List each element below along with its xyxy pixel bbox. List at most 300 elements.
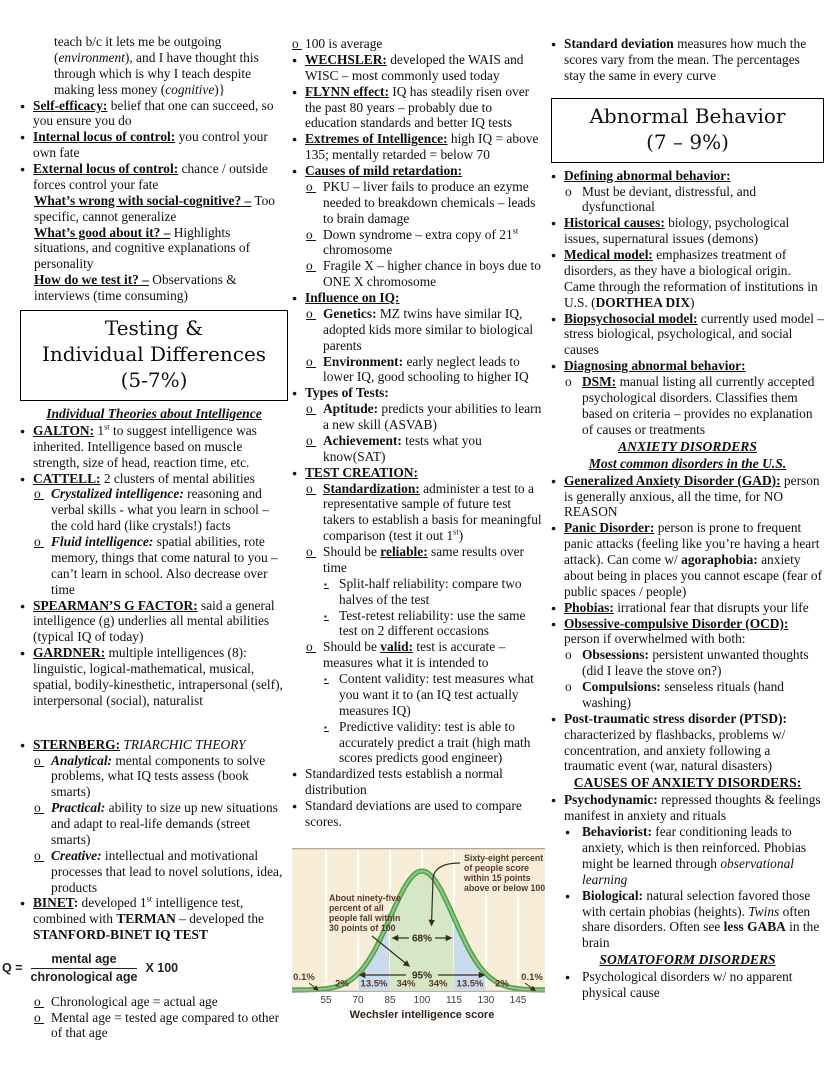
unit-title-line: Testing & bbox=[104, 315, 204, 340]
x-axis-title: Wechsler intelligence score bbox=[349, 1008, 495, 1021]
note-paragraph bbox=[551, 888, 824, 952]
note-paragraph bbox=[20, 534, 288, 598]
note-paragraph bbox=[292, 385, 546, 401]
formula-fraction bbox=[31, 952, 138, 985]
text-segment: teach b/c it lets me be outgoing ( bbox=[54, 34, 222, 65]
note-paragraph bbox=[20, 598, 288, 646]
sub-bullet-icon: o bbox=[292, 36, 303, 51]
bullet-icon: ● bbox=[292, 86, 298, 97]
sub-bullet-icon: o bbox=[306, 226, 317, 242]
segment-percent-label: 34% bbox=[396, 978, 416, 990]
text-segment: ), and I have thought this through which is why I teach despite making less money ( bbox=[54, 49, 259, 97]
note-paragraph bbox=[551, 616, 824, 648]
unit-title-line: (7 – 9%) bbox=[646, 129, 729, 154]
segment-percent-label: 0.1% bbox=[293, 971, 315, 983]
text-segment: Defining abnormal behavior: bbox=[564, 167, 731, 183]
column-left bbox=[2, 34, 288, 1041]
note-paragraph bbox=[20, 423, 288, 471]
text-segment: STANFORD-BINET IQ TEST bbox=[33, 927, 208, 943]
x-tick-label: 145 bbox=[509, 994, 527, 1006]
text-segment: TERMAN bbox=[116, 911, 176, 927]
text-segment: Observations & interviews (time consuming) bbox=[34, 272, 237, 303]
sub-bullet-icon: o bbox=[34, 534, 45, 550]
text-segment: Internal locus of control: bbox=[33, 129, 176, 145]
note-paragraph bbox=[20, 272, 288, 304]
note-paragraph bbox=[551, 36, 824, 84]
text-segment: person is generally anxious, all the time, for NO REASON bbox=[564, 472, 820, 520]
section-heading bbox=[551, 775, 824, 791]
text-segment: Most common disorders in the U.S. bbox=[588, 455, 787, 471]
text-segment: you control your own fate bbox=[33, 129, 268, 161]
text-segment: Fragile X – higher chance in boys due to ONE X chromosome bbox=[323, 258, 541, 290]
unit-title-line: Individual Differences bbox=[41, 341, 267, 366]
text-segment: MZ twins have similar IQ, adopted kids more similar to biological parents bbox=[323, 305, 534, 353]
text-segment: currently used model – stress biological, psychological, and social causes bbox=[564, 310, 824, 358]
text-segment: DSM: bbox=[582, 374, 617, 389]
text-segment: Panic Disorder: bbox=[564, 520, 655, 536]
text-segment: ) bbox=[690, 294, 695, 310]
text-segment: multiple intelligences (8): linguistic, logical-mathematical, musical, spatial, bodily-kinesthetic, intrapersonal (self), interpersonal (social), naturalist bbox=[33, 645, 283, 708]
segment-percent-label: 34% bbox=[428, 978, 448, 990]
text-segment: Standardized tests establish a normal distribution bbox=[305, 766, 503, 798]
text-segment: characterized by flashbacks, problems w/ concentration, and anxiety following a traumatic event (war, natural disasters) bbox=[564, 726, 786, 774]
formula-rhs: X 100 bbox=[145, 961, 179, 975]
sub-bullet-icon: o bbox=[306, 480, 317, 496]
sub-bullet-icon: o bbox=[306, 401, 317, 417]
note-paragraph bbox=[551, 969, 824, 1001]
text-segment: Mental age = tested age compared to other of that age bbox=[51, 1009, 280, 1041]
bullet-icon: ● bbox=[292, 388, 298, 399]
bullet-icon: ● bbox=[551, 602, 557, 613]
sub-bullet-icon: o bbox=[565, 183, 576, 199]
annotation-95-line: percent of all bbox=[329, 902, 384, 913]
bullet-icon: ● bbox=[20, 473, 26, 484]
text-segment: Biological: bbox=[582, 887, 643, 903]
annotation-68-line: within 15 points bbox=[464, 872, 531, 883]
text-segment: )} bbox=[214, 81, 226, 97]
text-segment: Behaviorist: bbox=[582, 824, 652, 840]
note-paragraph bbox=[20, 895, 288, 943]
text-segment: Chronological age = actual age bbox=[51, 993, 218, 1009]
text-segment: Analytical: bbox=[51, 752, 112, 768]
text-segment: Aptitude: bbox=[323, 401, 379, 417]
text-segment: Environment: bbox=[323, 353, 404, 369]
text-segment: ability to size up new situations and adapt to real-life demands (street smarts) bbox=[51, 800, 278, 847]
sub-bullet-icon: o bbox=[306, 639, 317, 655]
text-segment: Self-efficacy: bbox=[33, 97, 108, 113]
note-paragraph bbox=[551, 374, 824, 438]
text-segment: developed the WAIS and WISC – most commonly used today bbox=[305, 51, 524, 83]
formula-lhs: Q = bbox=[2, 961, 23, 975]
section-heading bbox=[551, 456, 824, 472]
text-segment: Types of Tests: bbox=[305, 385, 389, 401]
text-segment: Standard deviations are used to compare scores. bbox=[305, 798, 522, 829]
text-segment: Psychodynamic: bbox=[564, 792, 658, 808]
sub-bullet-icon: o bbox=[34, 1009, 45, 1025]
segment-percent-label: 0.1% bbox=[521, 971, 543, 983]
text-segment: External locus of control: bbox=[33, 161, 179, 176]
annotation-68-line: Sixty-eight percent bbox=[464, 852, 544, 863]
text-segment: Extremes of Intelligence: bbox=[305, 131, 448, 147]
text-segment: DORTHEA DIX bbox=[595, 294, 691, 310]
text-segment: fear conditioning leads to anxiety, which is then reinforced. Phobias might be learned through bbox=[582, 824, 807, 871]
x-tick-label: 130 bbox=[477, 994, 495, 1006]
spacer bbox=[551, 84, 824, 92]
text-segment: Too specific, cannot generalize bbox=[34, 192, 275, 224]
note-paragraph bbox=[20, 800, 288, 848]
text-segment: irrational fear that disrupts your life bbox=[613, 599, 809, 615]
text-segment: Generalized Anxiety Disorder (GAD): bbox=[564, 472, 781, 488]
text-segment: Standard deviation bbox=[564, 36, 674, 51]
text-segment: Compulsions: bbox=[582, 679, 661, 695]
text-segment: to suggest intelligence was inherited. Intelligence based on muscle strength, size of head, reaction time, etc. bbox=[33, 422, 257, 470]
text-segment: Causes of mild retardation: bbox=[305, 163, 463, 178]
bullet-icon: ● bbox=[551, 475, 557, 486]
text-segment: reliable: bbox=[380, 544, 428, 559]
text-segment: early neglect leads to lower IQ, good schooling to higher IQ bbox=[323, 353, 529, 385]
text-segment: Test-retest reliability: use the same test on 2 different occasions bbox=[339, 607, 526, 639]
spacer bbox=[292, 830, 546, 842]
note-paragraph bbox=[20, 98, 288, 130]
text-segment: environment bbox=[58, 49, 125, 65]
bullet-icon: ● bbox=[551, 170, 557, 181]
text-segment: often share disorders. Often see bbox=[582, 903, 811, 935]
bullet-icon: ● bbox=[565, 890, 571, 901]
text-segment: Twins bbox=[748, 903, 780, 919]
text-segment: cognitive bbox=[165, 81, 215, 97]
note-paragraph bbox=[292, 481, 546, 545]
text-segment: Split-half reliability: compare two halves of the test bbox=[339, 575, 522, 607]
text-segment: less GABA bbox=[723, 919, 786, 935]
text-segment: repressed thoughts & feelings manifest in anxiety and rituals bbox=[564, 792, 821, 824]
text-segment: intelligence test, combined with bbox=[33, 895, 244, 927]
text-segment: person is prone to frequent panic attacks (feeling like you’re having a heart attack). Can come w/ bbox=[564, 520, 820, 568]
label-68-percent: 68% bbox=[411, 933, 433, 945]
formula-numerator: mental age bbox=[31, 952, 138, 969]
text-segment: Practical: bbox=[51, 800, 106, 816]
x-tick-label: 115 bbox=[446, 994, 462, 1006]
note-paragraph bbox=[551, 168, 824, 184]
bullet-icon: ● bbox=[20, 425, 26, 436]
note-paragraph bbox=[20, 486, 288, 534]
text-segment: predicts your abilities to learn a new skill (ASVAB) bbox=[323, 401, 542, 432]
note-paragraph bbox=[292, 608, 546, 640]
text-segment: IQ has steadily risen over the past 80 years – probably due to education standards and better IQ tests bbox=[305, 83, 530, 131]
text-segment: agoraphobia: bbox=[681, 552, 758, 568]
bullet-icon: ● bbox=[20, 648, 26, 659]
text-segment: Influence on IQ: bbox=[305, 290, 400, 305]
text-segment: Historical causes: bbox=[564, 215, 665, 231]
unit-title-testing bbox=[20, 310, 288, 401]
text-segment: 1 bbox=[94, 422, 105, 438]
text-segment: mental components to solve problems, what IQ tests assess (book smarts) bbox=[51, 752, 266, 800]
note-paragraph bbox=[292, 52, 546, 84]
note-paragraph bbox=[20, 225, 288, 273]
note-paragraph bbox=[551, 358, 824, 374]
bullet-icon: ● bbox=[551, 618, 557, 629]
text-segment: st bbox=[146, 895, 153, 904]
bullet-icon: ● bbox=[20, 739, 26, 750]
note-paragraph bbox=[20, 34, 288, 98]
annotation-68-line: of people score bbox=[464, 862, 530, 873]
text-segment: Should be bbox=[323, 544, 381, 559]
text-segment: TEST CREATION: bbox=[305, 464, 418, 480]
text-segment: st bbox=[512, 226, 519, 236]
text-segment: Phobias: bbox=[564, 599, 614, 615]
text-segment: biology, psychological issues, supernatural issues (demons) bbox=[564, 215, 790, 247]
unit-title-line: Abnormal Behavior bbox=[589, 103, 786, 128]
bullet-icon: ● bbox=[551, 39, 557, 49]
note-paragraph bbox=[292, 84, 546, 132]
text-segment: Highlights situations, and cognitive explanations of personality bbox=[34, 224, 251, 272]
formula-denominator: chronological age bbox=[30, 969, 138, 984]
x-tick-label: 55 bbox=[320, 994, 332, 1006]
segment-percent-label: 13.5% bbox=[360, 978, 388, 990]
note-paragraph bbox=[551, 824, 824, 888]
unit-title-line: (5-7%) bbox=[120, 367, 188, 392]
text-segment: Fluid intelligence: bbox=[51, 534, 154, 550]
text-segment: in the brain bbox=[582, 919, 820, 951]
segment-percent-label: 13.5% bbox=[456, 978, 484, 990]
note-paragraph bbox=[292, 354, 546, 386]
x-tick-label: 70 bbox=[352, 994, 364, 1006]
sub-bullet-icon: o bbox=[306, 258, 317, 274]
note-paragraph bbox=[292, 258, 546, 290]
segment-percent-label: 2% bbox=[335, 978, 349, 990]
text-segment: Diagnosing abnormal behavior: bbox=[564, 358, 746, 374]
note-paragraph bbox=[292, 671, 546, 719]
x-tick-label: 100 bbox=[413, 994, 431, 1006]
text-segment: chance / outside forces control your fate bbox=[33, 161, 268, 192]
note-paragraph bbox=[292, 163, 546, 179]
text-segment: 100 is average bbox=[305, 36, 383, 51]
text-segment: st bbox=[453, 527, 459, 537]
text-segment: intellectual and motivational processes that lead to novel solutions, idea, products bbox=[51, 847, 283, 895]
note-paragraph bbox=[20, 994, 288, 1010]
text-segment: PKU – liver fails to produce an ezyme needed to breakdown chemicals – leads to brain damage bbox=[323, 178, 536, 226]
note-paragraph bbox=[292, 36, 546, 52]
text-segment: high IQ = above 135; mentally retarded = below 70 bbox=[305, 131, 539, 163]
note-paragraph bbox=[551, 473, 824, 521]
square-bullet-icon: ▪ bbox=[324, 722, 329, 732]
note-paragraph bbox=[292, 798, 546, 830]
text-segment: Creative: bbox=[51, 847, 102, 863]
text-segment: : bbox=[73, 895, 79, 911]
text-segment: What’s wrong with social-cognitive? – bbox=[34, 192, 252, 208]
note-paragraph bbox=[292, 306, 546, 354]
sub-bullet-icon: o bbox=[34, 752, 45, 768]
sub-bullet-icon: o bbox=[565, 679, 576, 695]
sub-bullet-icon: o bbox=[306, 432, 317, 448]
sub-bullet-icon: o bbox=[565, 647, 576, 663]
sub-bullet-icon: o bbox=[565, 374, 576, 389]
note-paragraph bbox=[551, 647, 824, 679]
section-heading bbox=[551, 439, 824, 455]
iq-distribution-figure bbox=[292, 844, 546, 1044]
note-paragraph bbox=[551, 600, 824, 616]
note-paragraph bbox=[20, 129, 288, 161]
note-paragraph bbox=[292, 766, 546, 798]
text-segment: STERNBERG: bbox=[33, 736, 121, 752]
bullet-icon: ● bbox=[551, 361, 557, 372]
bullet-icon: ● bbox=[551, 713, 557, 724]
note-paragraph bbox=[551, 520, 824, 599]
column-right bbox=[551, 36, 824, 1001]
bullet-icon: ● bbox=[292, 134, 298, 145]
text-segment: Predictive validity: test is able to accurately predict a trait (high math scores predicts good engineer) bbox=[339, 718, 531, 766]
text-segment: spatial abilities, rote memory, things that come natural to you – can’t learn in school. Also decrease over time bbox=[51, 534, 278, 597]
note-paragraph bbox=[20, 645, 288, 709]
x-tick-label: 85 bbox=[384, 994, 396, 1006]
note-paragraph bbox=[20, 737, 288, 753]
note-paragraph bbox=[292, 576, 546, 608]
text-segment: Obsessions: bbox=[582, 647, 649, 663]
label-95-percent: 95% bbox=[411, 970, 433, 982]
iq-formula bbox=[2, 952, 288, 985]
note-paragraph bbox=[292, 131, 546, 163]
note-paragraph bbox=[551, 679, 824, 711]
section-heading bbox=[20, 406, 288, 422]
text-segment: 2 clusters of mental abilities bbox=[100, 470, 255, 486]
note-paragraph bbox=[292, 719, 546, 767]
note-paragraph bbox=[20, 753, 288, 801]
text-segment: Crystalized intelligence: bbox=[51, 486, 184, 502]
text-segment: Should be bbox=[323, 639, 381, 655]
text-segment: SPEARMAN’S G FACTOR: bbox=[33, 597, 198, 613]
note-paragraph bbox=[20, 471, 288, 487]
segment-percent-label: 2% bbox=[495, 978, 509, 990]
sub-bullet-icon: o bbox=[306, 544, 317, 559]
sub-bullet-icon: o bbox=[34, 993, 45, 1009]
note-paragraph bbox=[551, 711, 824, 775]
text-segment: CAUSES OF ANXIETY DISORDERS: bbox=[573, 775, 802, 791]
square-bullet-icon: ▪ bbox=[324, 611, 329, 621]
text-segment: Achievement: bbox=[323, 432, 402, 448]
note-paragraph bbox=[292, 544, 546, 576]
text-segment: observational learning bbox=[582, 855, 794, 887]
text-segment: SOMATOFORM DISORDERS bbox=[599, 952, 776, 968]
note-paragraph bbox=[292, 433, 546, 465]
annotation-95-line: About ninety-five bbox=[329, 892, 401, 903]
text-segment: CATTELL: bbox=[33, 470, 101, 486]
note-paragraph bbox=[551, 792, 824, 824]
bullet-icon: ● bbox=[292, 467, 298, 478]
sub-bullet-icon: o bbox=[306, 353, 317, 369]
bullet-icon: ● bbox=[551, 523, 557, 534]
bullet-icon: ● bbox=[551, 250, 557, 260]
sub-bullet-icon: o bbox=[306, 305, 317, 321]
text-segment: senseless rituals (hand washing) bbox=[582, 679, 784, 710]
text-segment: person if overwhelmed with both: bbox=[564, 631, 746, 647]
text-segment: measures how much the scores vary from the mean. The percentages stay the same in every curve bbox=[564, 36, 807, 83]
text-segment: BINET bbox=[33, 895, 74, 911]
text-segment: How do we test it? – bbox=[34, 272, 149, 288]
text-segment: valid: bbox=[380, 639, 414, 655]
text-segment: st bbox=[104, 422, 110, 432]
text-segment: Individual Theories about Intelligence bbox=[46, 405, 262, 421]
text-segment: belief that one can succeed, so you ensure you do bbox=[33, 97, 274, 129]
bullet-icon: ● bbox=[292, 54, 298, 65]
sub-bullet-icon: o bbox=[306, 178, 317, 194]
text-segment: ) bbox=[458, 528, 464, 544]
spacer bbox=[20, 709, 288, 737]
section-heading bbox=[551, 952, 824, 968]
annotation-95-line: 30 points of 100 bbox=[329, 922, 396, 933]
square-bullet-icon: ▪ bbox=[324, 675, 329, 684]
text-segment: WECHSLER: bbox=[305, 51, 387, 67]
text-segment: GARDNER: bbox=[33, 645, 106, 661]
bullet-icon: ● bbox=[20, 898, 26, 909]
bullet-icon: ● bbox=[565, 972, 571, 983]
text-segment: FLYNN effect: bbox=[305, 83, 389, 99]
text-segment: Must be deviant, distressful, and dysfunctional bbox=[582, 183, 757, 215]
note-paragraph bbox=[551, 184, 824, 216]
text-segment: GALTON: bbox=[33, 422, 95, 438]
plot-top-rule bbox=[292, 848, 545, 849]
note-paragraph bbox=[292, 227, 546, 259]
note-paragraph bbox=[292, 639, 546, 671]
text-segment: anxiety about being in places you cannot escape (fear of public spaces / people) bbox=[564, 552, 823, 599]
text-segment: chromosome bbox=[323, 242, 393, 258]
text-segment: – developed the bbox=[175, 911, 264, 927]
note-paragraph bbox=[551, 247, 824, 311]
note-paragraph bbox=[292, 401, 546, 433]
text-segment: Medical model: bbox=[564, 247, 653, 262]
bullet-icon: ● bbox=[292, 166, 298, 176]
note-paragraph bbox=[20, 193, 288, 225]
text-segment: Standardization: bbox=[323, 480, 420, 496]
text-segment: TRIARCHIC THEORY bbox=[123, 736, 246, 752]
unit-title-abnormal bbox=[551, 98, 824, 163]
text-segment: What’s good about it? – bbox=[34, 224, 171, 240]
text-segment: manual listing all currently accepted psychological disorders. Classifies them based on criteria – provides no explanation of causes or treatments bbox=[582, 374, 815, 437]
annotation-95-line: people fall within bbox=[329, 912, 401, 923]
sub-bullet-icon: o bbox=[34, 486, 45, 502]
bullet-icon: ● bbox=[20, 100, 26, 111]
text-segment: ANXIETY DISORDERS bbox=[618, 438, 757, 454]
note-paragraph bbox=[551, 215, 824, 247]
column-middle bbox=[292, 36, 546, 1044]
annotation-68-line: above or below 100 bbox=[464, 882, 545, 893]
note-paragraph bbox=[292, 179, 546, 227]
text-segment: emphasizes treatment of disorders, as they have a biological origin. Came through the reformation of institutions in U.S. ( bbox=[564, 247, 818, 310]
note-paragraph bbox=[20, 1010, 288, 1042]
text-segment: test is accurate – measures what it is intended to bbox=[323, 639, 506, 671]
text-segment: developed 1 bbox=[78, 895, 147, 911]
text-segment: Psychological disorders w/ no apparent physical cause bbox=[582, 969, 793, 1001]
bullet-icon: ● bbox=[292, 769, 298, 780]
note-paragraph bbox=[20, 161, 288, 193]
bullet-icon: ● bbox=[551, 218, 557, 229]
text-segment: Genetics: bbox=[323, 305, 377, 321]
bullet-icon: ● bbox=[20, 132, 26, 143]
text-segment: Biopsychosocial model: bbox=[564, 310, 698, 326]
text-segment: natural selection favored those with certain phobias (heights). bbox=[582, 887, 811, 919]
text-segment: administer a test to a representative sample of future test takers to establish a basis for meaningful comparison (test it out 1 bbox=[323, 480, 542, 544]
iq-normal-curve-chart bbox=[292, 844, 545, 1040]
text-segment: Down syndrome – extra copy of 21 bbox=[323, 226, 513, 242]
bullet-icon: ● bbox=[565, 827, 571, 838]
text-segment: tests what you know(SAT) bbox=[323, 432, 482, 464]
note-paragraph bbox=[292, 290, 546, 306]
note-paragraph bbox=[20, 848, 288, 896]
bullet-icon: ● bbox=[551, 795, 557, 806]
sub-bullet-icon: o bbox=[34, 800, 45, 816]
text-segment: Obsessive-compulsive Disorder (OCD): bbox=[564, 615, 789, 631]
text-segment: same results over time bbox=[323, 544, 524, 575]
text-segment: persistent unwanted thoughts (did I leave the stove on?) bbox=[582, 647, 809, 679]
bullet-icon: ● bbox=[20, 164, 26, 174]
